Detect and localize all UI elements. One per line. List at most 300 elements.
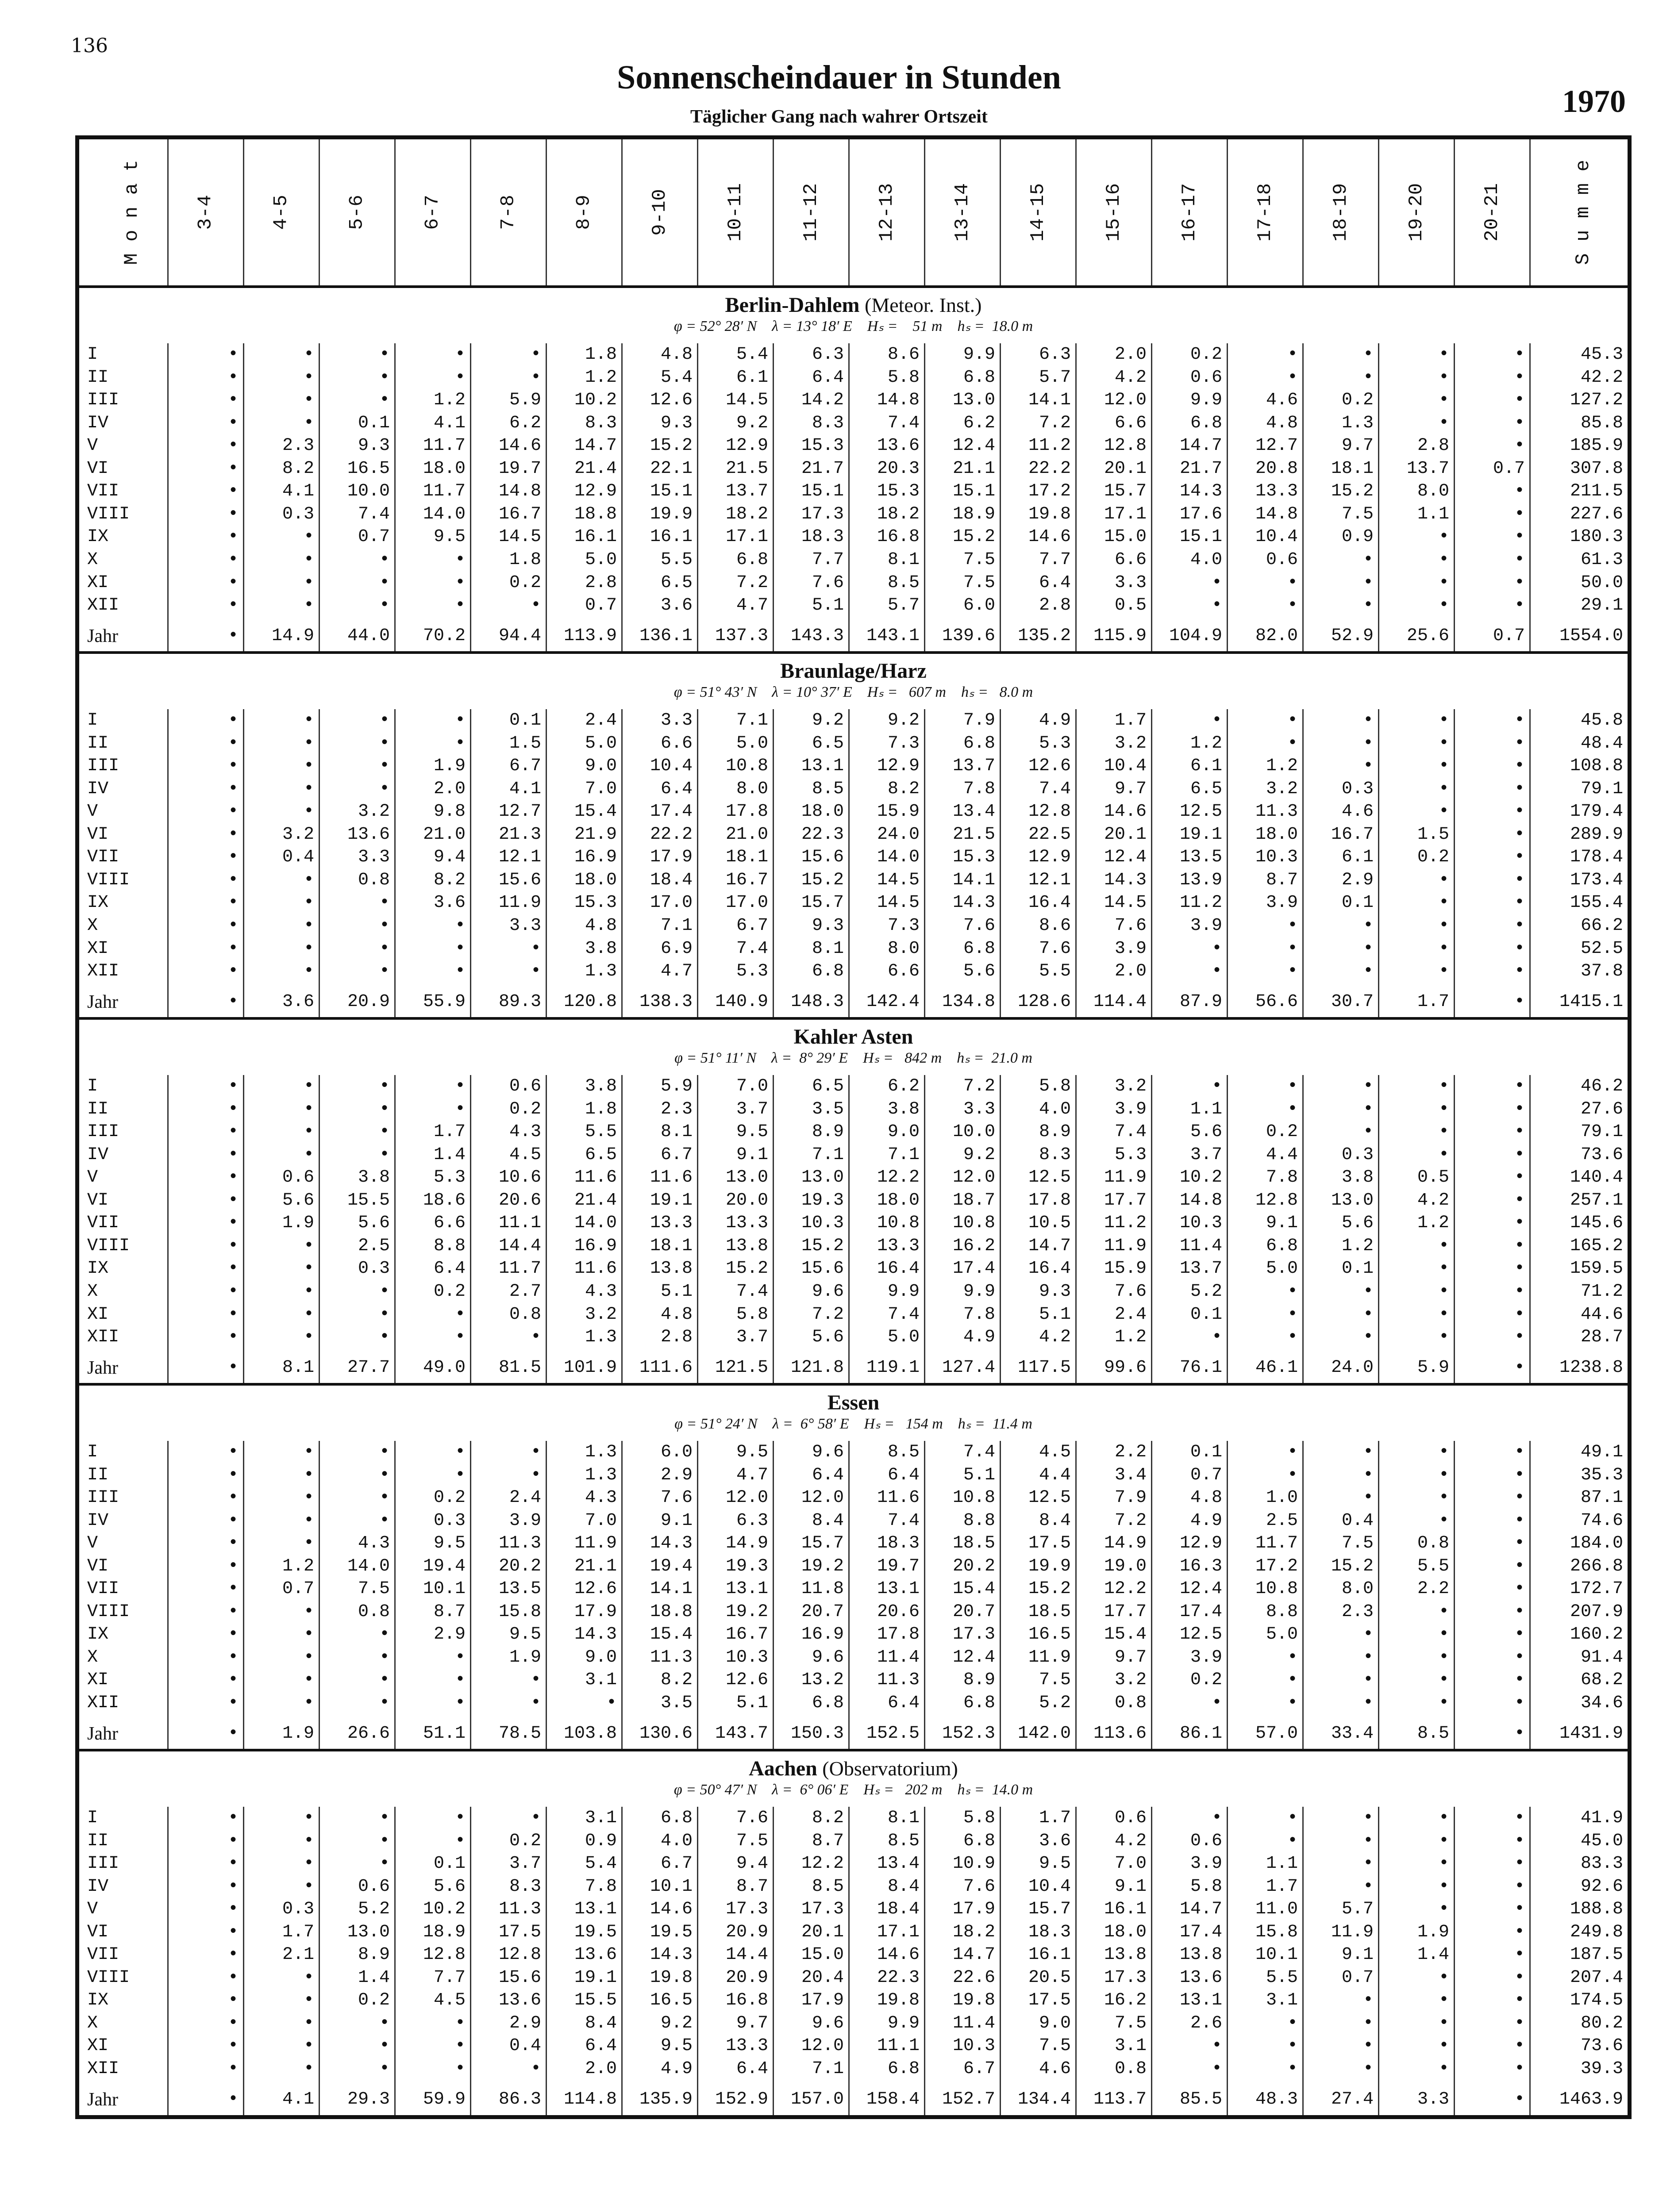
value-cell: 6.7 bbox=[925, 2058, 1001, 2081]
table-row bbox=[77, 709, 1630, 732]
value-cell: 4.3 bbox=[319, 1532, 395, 1555]
value-cell: • bbox=[244, 594, 319, 617]
station-note: (Meteor. Inst.) bbox=[859, 294, 982, 317]
value-cell: 9.0 bbox=[1001, 2012, 1076, 2035]
value-cell: 12.8 bbox=[1001, 801, 1076, 824]
value-cell: • bbox=[244, 1144, 319, 1167]
value-cell: • bbox=[168, 526, 244, 549]
value-cell: 14.0 bbox=[319, 1555, 395, 1578]
value-cell: 114.4 bbox=[1076, 987, 1152, 1018]
value-cell: 6.4 bbox=[547, 2035, 622, 2058]
value-cell: 5.0 bbox=[1228, 1624, 1303, 1647]
value-cell: 16.7 bbox=[698, 1624, 774, 1647]
value-cell: 13.3 bbox=[1228, 480, 1303, 503]
value-cell: 7.1 bbox=[698, 709, 774, 732]
station-title bbox=[77, 1018, 1630, 1049]
value-cell: • bbox=[1455, 709, 1530, 732]
spacer-cell bbox=[1152, 1715, 1228, 1719]
value-cell: 5.1 bbox=[1001, 1303, 1076, 1326]
value-cell: • bbox=[1379, 755, 1455, 778]
station-header-row bbox=[77, 653, 1630, 683]
value-cell: 3.3 bbox=[319, 846, 395, 869]
value-cell: • bbox=[1455, 1303, 1530, 1326]
value-cell: 16.8 bbox=[849, 526, 925, 549]
value-cell: • bbox=[1228, 572, 1303, 595]
value-cell: 152.7 bbox=[925, 2085, 1001, 2117]
table-row bbox=[77, 823, 1630, 846]
value-cell: • bbox=[1228, 1303, 1303, 1326]
spacer-cell bbox=[77, 1349, 168, 1353]
value-cell: 0.4 bbox=[1303, 1509, 1379, 1532]
value-cell: 180.3 bbox=[1570, 527, 1623, 547]
value-cell: • bbox=[319, 914, 395, 937]
table-row bbox=[77, 2058, 1630, 2081]
value-cell: 34.6 bbox=[1580, 1693, 1623, 1713]
value-cell: • bbox=[1303, 2012, 1379, 2035]
value-cell: 142.0 bbox=[1001, 1719, 1076, 1750]
value-cell: 2.7 bbox=[471, 1280, 547, 1303]
value-cell: • bbox=[319, 1441, 395, 1464]
table-row bbox=[77, 366, 1630, 389]
value-cell: 21.5 bbox=[698, 457, 774, 480]
month-cell: I bbox=[77, 343, 168, 366]
value-cell: • bbox=[168, 1189, 244, 1212]
value-cell: 0.2 bbox=[319, 1989, 395, 2012]
value-cell: • bbox=[1379, 1852, 1455, 1875]
value-cell: 14.7 bbox=[1152, 435, 1228, 458]
value-cell: 9.7 bbox=[1076, 1646, 1152, 1669]
value-cell: 20.9 bbox=[698, 1921, 774, 1944]
value-cell: 152.3 bbox=[925, 1719, 1001, 1750]
value-cell: 18.2 bbox=[925, 1921, 1001, 1944]
value-cell: 2.4 bbox=[547, 709, 622, 732]
value-cell: • bbox=[1379, 1486, 1455, 1509]
value-cell: 9.8 bbox=[395, 801, 471, 824]
value-cell: 22.1 bbox=[622, 457, 698, 480]
value-cell: 9.1 bbox=[1228, 1212, 1303, 1235]
value-cell: • bbox=[1303, 755, 1379, 778]
value-cell: 48.4 bbox=[1580, 733, 1623, 753]
value-cell: 15.5 bbox=[319, 1189, 395, 1212]
station-name: Kahler Asten bbox=[793, 1025, 913, 1049]
value-cell: 51.1 bbox=[395, 1719, 471, 1750]
value-cell: 45.3 bbox=[1580, 345, 1623, 365]
value-cell: • bbox=[1228, 1075, 1303, 1098]
value-cell: 17.5 bbox=[1001, 1989, 1076, 2012]
value-cell: 152.5 bbox=[849, 1719, 925, 1750]
value-cell: 18.0 bbox=[547, 869, 622, 892]
value-cell: 10.8 bbox=[849, 1212, 925, 1235]
month-cell: I bbox=[77, 1441, 168, 1464]
value-cell: 39.3 bbox=[1580, 2059, 1623, 2079]
value-cell: 5.6 bbox=[244, 1189, 319, 1212]
value-cell: 18.8 bbox=[622, 1601, 698, 1624]
table-row bbox=[77, 1166, 1630, 1189]
value-cell: 45.8 bbox=[1580, 710, 1623, 731]
value-cell: 7.6 bbox=[925, 914, 1001, 937]
value-cell: 9.2 bbox=[925, 1144, 1001, 1167]
value-cell: 19.2 bbox=[774, 1555, 849, 1578]
value-cell: • bbox=[1379, 1121, 1455, 1144]
value-cell: 10.3 bbox=[774, 1212, 849, 1235]
value-cell: 10.4 bbox=[1076, 755, 1152, 778]
spacer-cell bbox=[622, 1349, 698, 1353]
value-cell: 4.3 bbox=[547, 1486, 622, 1509]
value-cell: • bbox=[168, 1303, 244, 1326]
value-cell: 2.8 bbox=[1001, 594, 1076, 617]
value-cell: 15.4 bbox=[622, 1624, 698, 1647]
value-cell: 25.6 bbox=[1379, 621, 1455, 653]
value-cell: • bbox=[1455, 937, 1530, 960]
value-cell: 21.1 bbox=[547, 1555, 622, 1578]
value-cell: 4.1 bbox=[471, 778, 547, 801]
value-cell: 22.3 bbox=[849, 1966, 925, 1989]
spacer-cell bbox=[1228, 1715, 1303, 1719]
value-cell: • bbox=[395, 732, 471, 755]
spacer-cell bbox=[168, 1349, 244, 1353]
value-cell: • bbox=[1379, 2012, 1455, 2035]
value-cell: 20.5 bbox=[1001, 1966, 1076, 1989]
value-cell: 0.2 bbox=[471, 1098, 547, 1121]
value-cell: 5.5 bbox=[1228, 1966, 1303, 1989]
spacer-cell bbox=[925, 2081, 1001, 2085]
value-cell: 15.7 bbox=[1001, 1898, 1076, 1921]
spacer-cell bbox=[849, 983, 925, 987]
value-cell: 6.5 bbox=[1152, 778, 1228, 801]
spacer-cell bbox=[244, 1715, 319, 1719]
value-cell: 5.3 bbox=[1076, 1144, 1152, 1167]
value-cell: • bbox=[1379, 1509, 1455, 1532]
value-cell: 2.3 bbox=[244, 435, 319, 458]
value-cell: 5.0 bbox=[1228, 1258, 1303, 1281]
value-cell: 10.8 bbox=[925, 1212, 1001, 1235]
value-cell: • bbox=[168, 987, 244, 1018]
spacer-cell bbox=[1530, 2081, 1630, 2085]
value-cell: • bbox=[244, 549, 319, 572]
table-row bbox=[77, 1921, 1630, 1944]
value-cell: 16.5 bbox=[1001, 1624, 1076, 1647]
value-cell: 6.2 bbox=[849, 1075, 925, 1098]
value-cell: • bbox=[1303, 2035, 1379, 2058]
spacer-cell bbox=[1303, 983, 1379, 987]
value-cell: • bbox=[395, 366, 471, 389]
value-cell: 104.9 bbox=[1152, 621, 1228, 653]
value-cell: 6.0 bbox=[622, 1441, 698, 1464]
spacer-cell bbox=[1379, 2081, 1455, 2085]
value-cell: 16.3 bbox=[1152, 1555, 1228, 1578]
spacer-cell bbox=[1530, 1349, 1630, 1353]
value-cell: 6.8 bbox=[925, 366, 1001, 389]
value-cell: 20.0 bbox=[698, 1189, 774, 1212]
value-cell: 111.6 bbox=[622, 1353, 698, 1384]
value-cell: • bbox=[1303, 960, 1379, 983]
station-coordinates-row bbox=[77, 1049, 1630, 1075]
value-cell: 14.0 bbox=[849, 846, 925, 869]
value-cell: 17.9 bbox=[547, 1601, 622, 1624]
month-cell: XI bbox=[77, 572, 168, 595]
value-cell: 3.8 bbox=[547, 1075, 622, 1098]
value-cell: 6.8 bbox=[925, 732, 1001, 755]
value-cell: 12.1 bbox=[1001, 869, 1076, 892]
value-cell: 6.0 bbox=[925, 594, 1001, 617]
value-cell: 11.1 bbox=[849, 2035, 925, 2058]
value-cell: • bbox=[168, 732, 244, 755]
value-cell: • bbox=[319, 1624, 395, 1647]
value-cell: 86.3 bbox=[471, 2085, 547, 2117]
value-cell: 185.9 bbox=[1570, 436, 1623, 456]
value-cell: 1.4 bbox=[395, 1144, 471, 1167]
table-row bbox=[77, 1578, 1630, 1601]
value-cell: • bbox=[395, 1464, 471, 1487]
spacer-cell bbox=[698, 1715, 774, 1719]
table-row bbox=[77, 1692, 1630, 1715]
value-cell: 3.3 bbox=[471, 914, 547, 937]
value-cell: 44.6 bbox=[1580, 1304, 1623, 1325]
value-cell: 152.9 bbox=[698, 2085, 774, 2117]
value-cell: • bbox=[1455, 1578, 1530, 1601]
value-cell: 19.8 bbox=[1001, 503, 1076, 526]
value-cell: 15.4 bbox=[1076, 1624, 1152, 1647]
value-cell: 15.3 bbox=[547, 892, 622, 915]
value-cell: 1.2 bbox=[1152, 732, 1228, 755]
value-cell: • bbox=[1228, 1830, 1303, 1853]
value-cell: • bbox=[1455, 1989, 1530, 2012]
value-cell: 6.6 bbox=[1076, 549, 1152, 572]
value-cell: • bbox=[244, 1235, 319, 1258]
value-cell: 21.3 bbox=[471, 823, 547, 846]
value-cell: 7.3 bbox=[849, 914, 925, 937]
value-cell: • bbox=[319, 1692, 395, 1715]
value-cell: 1.4 bbox=[319, 1966, 395, 1989]
value-cell: 7.2 bbox=[1076, 1509, 1152, 1532]
value-cell: 17.3 bbox=[925, 1624, 1001, 1647]
value-cell: 12.9 bbox=[698, 435, 774, 458]
value-cell: 20.3 bbox=[849, 457, 925, 480]
value-cell: 2.2 bbox=[1379, 1578, 1455, 1601]
value-cell: 134.4 bbox=[1001, 2085, 1076, 2117]
value-cell: 14.9 bbox=[698, 1532, 774, 1555]
spacer-cell bbox=[1001, 983, 1076, 987]
spacer-cell bbox=[319, 2081, 395, 2085]
value-cell: 12.2 bbox=[849, 1166, 925, 1189]
value-cell: 18.5 bbox=[925, 1532, 1001, 1555]
station-name: Aachen bbox=[749, 1756, 817, 1780]
value-cell: 8.5 bbox=[849, 572, 925, 595]
value-cell: 17.4 bbox=[925, 1258, 1001, 1281]
value-cell: 11.2 bbox=[1076, 1212, 1152, 1235]
value-cell: 4.8 bbox=[1228, 412, 1303, 435]
value-cell: 13.8 bbox=[1076, 1944, 1152, 1967]
value-cell: • bbox=[1303, 1852, 1379, 1875]
value-cell: • bbox=[319, 1830, 395, 1853]
value-cell: • bbox=[319, 594, 395, 617]
value-cell: • bbox=[1303, 1669, 1379, 1692]
value-cell: 3.6 bbox=[622, 594, 698, 617]
value-cell: • bbox=[1379, 2058, 1455, 2081]
table-row bbox=[77, 1669, 1630, 1692]
value-cell: 11.2 bbox=[1001, 435, 1076, 458]
value-cell: 127.4 bbox=[925, 1353, 1001, 1384]
value-cell: 20.6 bbox=[849, 1601, 925, 1624]
table-row bbox=[77, 1441, 1630, 1464]
value-cell: 13.2 bbox=[774, 1669, 849, 1692]
value-cell: 3.3 bbox=[622, 709, 698, 732]
month-cell: II bbox=[77, 732, 168, 755]
value-cell: 14.4 bbox=[698, 1944, 774, 1967]
spacer-cell bbox=[547, 1349, 622, 1353]
value-cell: 7.0 bbox=[547, 778, 622, 801]
value-cell: • bbox=[1303, 732, 1379, 755]
month-cell: VI bbox=[77, 823, 168, 846]
value-cell: • bbox=[1379, 1441, 1455, 1464]
value-cell: 145.6 bbox=[1570, 1213, 1623, 1233]
value-cell: • bbox=[319, 343, 395, 366]
value-cell: 184.0 bbox=[1570, 1533, 1623, 1554]
month-cell: Jahr bbox=[77, 987, 168, 1018]
month-cell: V bbox=[77, 1166, 168, 1189]
value-cell: 81.5 bbox=[471, 1353, 547, 1384]
spacer-cell bbox=[168, 2081, 244, 2085]
value-cell: 11.9 bbox=[1001, 1646, 1076, 1669]
value-cell: 0.6 bbox=[1152, 1830, 1228, 1853]
value-cell: 19.3 bbox=[774, 1189, 849, 1212]
value-cell: 22.5 bbox=[1001, 823, 1076, 846]
value-cell: • bbox=[471, 1692, 547, 1715]
value-cell: 17.9 bbox=[622, 846, 698, 869]
column-header bbox=[1152, 138, 1228, 287]
value-cell: • bbox=[168, 1464, 244, 1487]
value-cell: • bbox=[1303, 1303, 1379, 1326]
spacer-cell bbox=[622, 617, 698, 621]
column-header bbox=[471, 138, 547, 287]
page-subtitle: Täglicher Gang nach wahrer Ortszeit bbox=[690, 107, 988, 127]
column-header bbox=[1530, 138, 1630, 287]
value-cell: 7.9 bbox=[1076, 1486, 1152, 1509]
value-cell: • bbox=[168, 937, 244, 960]
value-cell: • bbox=[244, 1692, 319, 1715]
value-cell: 29.1 bbox=[1580, 595, 1623, 616]
station-name: Essen bbox=[827, 1391, 880, 1415]
value-cell: 3.8 bbox=[1303, 1166, 1379, 1189]
value-cell: 14.1 bbox=[622, 1578, 698, 1601]
value-cell: 12.7 bbox=[471, 801, 547, 824]
value-cell: 56.6 bbox=[1228, 987, 1303, 1018]
value-cell: 4.0 bbox=[1001, 1098, 1076, 1121]
spacer-cell bbox=[471, 983, 547, 987]
value-cell: 20.1 bbox=[1076, 457, 1152, 480]
value-cell: 17.9 bbox=[774, 1989, 849, 2012]
value-cell: 13.8 bbox=[1152, 1944, 1228, 1967]
value-cell: • bbox=[1303, 1280, 1379, 1303]
value-cell: • bbox=[1303, 1692, 1379, 1715]
station-coordinates: φ = 51° 11′ N λ = 8° 29′ E Hₛ = 842 m hₛ = 21.0 m bbox=[674, 1050, 1032, 1067]
value-cell: 4.9 bbox=[622, 2058, 698, 2081]
value-cell: 8.5 bbox=[774, 1875, 849, 1898]
value-cell: 12.6 bbox=[622, 389, 698, 412]
value-cell: 13.1 bbox=[547, 1898, 622, 1921]
spacer-cell bbox=[849, 1349, 925, 1353]
month-cell: X bbox=[77, 1280, 168, 1303]
table-row bbox=[77, 343, 1630, 366]
value-cell: • bbox=[1455, 892, 1530, 915]
column-header-label: 3-4 bbox=[195, 195, 217, 230]
value-cell: 21.4 bbox=[547, 457, 622, 480]
value-cell: 14.3 bbox=[622, 1532, 698, 1555]
column-header-label: S u m m e bbox=[1572, 160, 1594, 265]
value-cell: 0.6 bbox=[244, 1166, 319, 1189]
value-cell: 6.3 bbox=[698, 1509, 774, 1532]
value-cell: 0.2 bbox=[395, 1486, 471, 1509]
value-cell: • bbox=[1455, 366, 1530, 389]
table-row bbox=[77, 732, 1630, 755]
month-cell: XII bbox=[77, 960, 168, 983]
value-cell: 16.4 bbox=[849, 1258, 925, 1281]
value-cell: 3.3 bbox=[1076, 572, 1152, 595]
value-cell: 8.5 bbox=[1379, 1719, 1455, 1750]
value-cell: 8.2 bbox=[849, 778, 925, 801]
value-cell: • bbox=[1379, 526, 1455, 549]
value-cell: 0.6 bbox=[1152, 366, 1228, 389]
value-cell: 9.5 bbox=[622, 2035, 698, 2058]
spacer-cell bbox=[471, 1349, 547, 1353]
value-cell: 1.8 bbox=[471, 549, 547, 572]
value-cell: 11.9 bbox=[1076, 1166, 1152, 1189]
value-cell: • bbox=[319, 1464, 395, 1487]
year-total-row bbox=[77, 1353, 1630, 1384]
value-cell: 2.0 bbox=[1076, 343, 1152, 366]
value-cell: • bbox=[395, 1441, 471, 1464]
value-cell: 3.9 bbox=[471, 1509, 547, 1532]
value-cell: 11.9 bbox=[1076, 1235, 1152, 1258]
value-cell: 14.3 bbox=[1152, 480, 1228, 503]
value-cell: 7.5 bbox=[319, 1578, 395, 1601]
value-cell: 138.3 bbox=[622, 987, 698, 1018]
value-cell: 15.6 bbox=[774, 846, 849, 869]
value-cell: • bbox=[1455, 1326, 1530, 1349]
value-cell: 5.3 bbox=[395, 1166, 471, 1189]
value-cell: 16.4 bbox=[1001, 892, 1076, 915]
value-cell: 5.6 bbox=[925, 960, 1001, 983]
value-cell: 0.2 bbox=[1152, 1669, 1228, 1692]
value-cell: 7.6 bbox=[1001, 937, 1076, 960]
value-cell: 6.9 bbox=[622, 937, 698, 960]
value-cell: 0.3 bbox=[244, 503, 319, 526]
value-cell: 143.1 bbox=[849, 621, 925, 653]
value-cell: • bbox=[1455, 389, 1530, 412]
value-cell: 18.0 bbox=[849, 1189, 925, 1212]
value-cell: 29.3 bbox=[319, 2085, 395, 2117]
value-cell: 17.5 bbox=[471, 1921, 547, 1944]
month-cell: I bbox=[77, 1807, 168, 1830]
value-cell: • bbox=[1303, 937, 1379, 960]
value-cell: 2.8 bbox=[622, 1326, 698, 1349]
value-cell: • bbox=[1379, 1989, 1455, 2012]
value-cell: 6.8 bbox=[925, 1692, 1001, 1715]
value-cell: • bbox=[1379, 1898, 1455, 1921]
value-cell: 121.5 bbox=[698, 1353, 774, 1384]
table-row bbox=[77, 1875, 1630, 1898]
spacer-cell bbox=[698, 983, 774, 987]
value-cell: 15.8 bbox=[471, 1601, 547, 1624]
value-cell: 5.6 bbox=[1152, 1121, 1228, 1144]
value-cell: 15.1 bbox=[622, 480, 698, 503]
month-cell: XI bbox=[77, 1303, 168, 1326]
value-cell: 12.2 bbox=[1076, 1578, 1152, 1601]
value-cell: 20.1 bbox=[774, 1921, 849, 1944]
value-cell: 61.3 bbox=[1580, 550, 1623, 570]
value-cell: 18.1 bbox=[698, 846, 774, 869]
value-cell: • bbox=[1455, 572, 1530, 595]
